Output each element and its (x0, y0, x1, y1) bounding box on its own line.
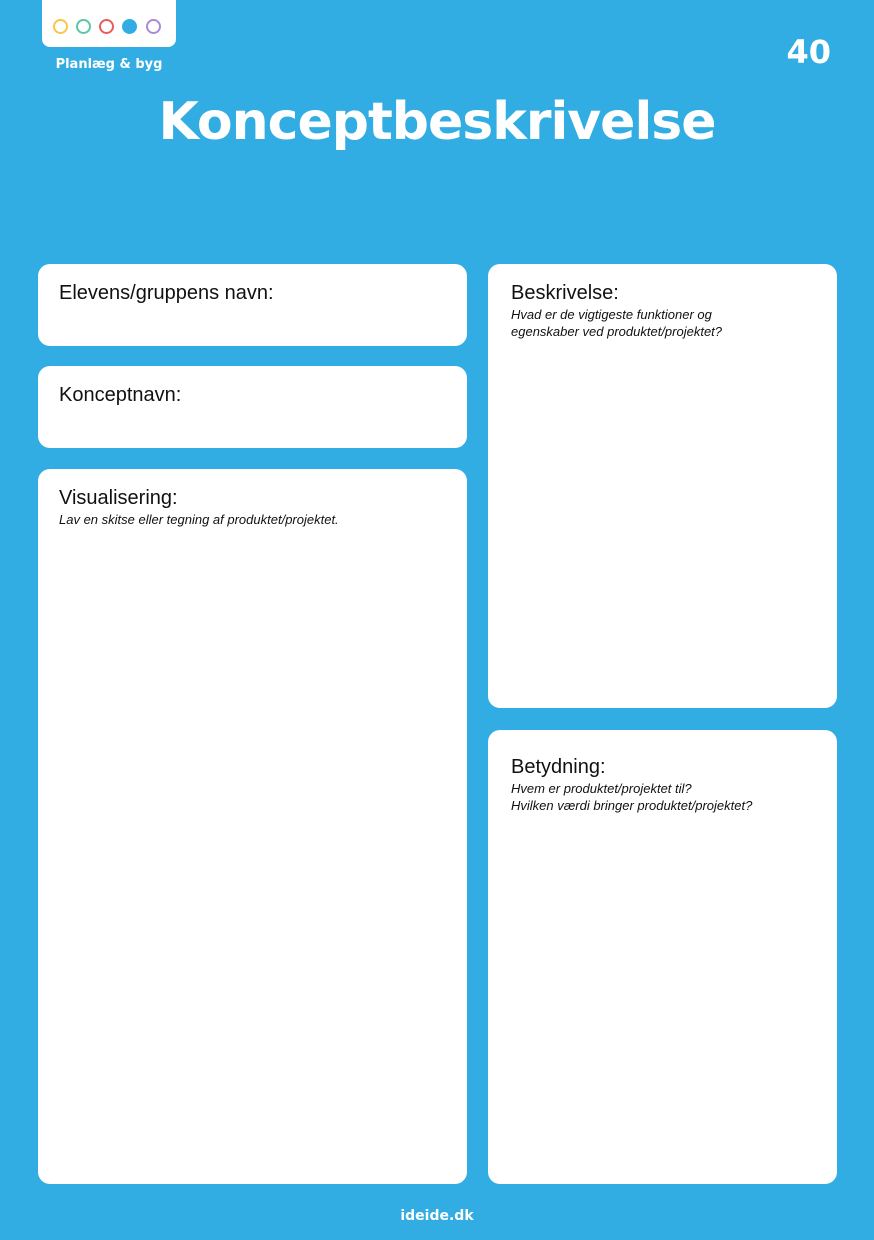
description-hint: Hvad er de vigtigeste funktioner og egenskaber ved produktet/projektet? (511, 307, 723, 339)
concept-name-card[interactable] (38, 366, 467, 448)
visualization-card[interactable] (38, 469, 467, 1184)
description-label: Beskrivelse: (511, 282, 619, 304)
student-name-card[interactable] (38, 264, 467, 346)
phase-dot-3 (99, 19, 114, 34)
page-number: 40 (786, 33, 831, 71)
significance-label: Betydning: (511, 756, 606, 778)
phase-dot-5 (146, 19, 161, 34)
footer-site: ideide.dk (400, 1208, 474, 1224)
student-name-label: Elevens/gruppens navn: (59, 282, 274, 304)
concept-name-label: Konceptnavn: (59, 384, 182, 406)
visualization-hint: Lav en skitse eller tegning af produktet/projektet. (59, 512, 339, 527)
phase-dot-4 (122, 19, 137, 34)
phase-dot-1 (53, 19, 68, 34)
phase-label: Planlæg & byg (55, 57, 163, 72)
phase-indicator-tab (42, 0, 176, 47)
significance-hint: Hvem er produktet/projektet til? Hvilken værdi bringer produktet/projektet? (511, 781, 753, 813)
phase-dot-2 (76, 19, 91, 34)
visualization-label: Visualisering: (59, 487, 178, 509)
significance-card[interactable] (488, 730, 837, 1184)
page-title: Konceptbeskrivelse (158, 92, 716, 152)
description-card[interactable] (488, 264, 837, 708)
